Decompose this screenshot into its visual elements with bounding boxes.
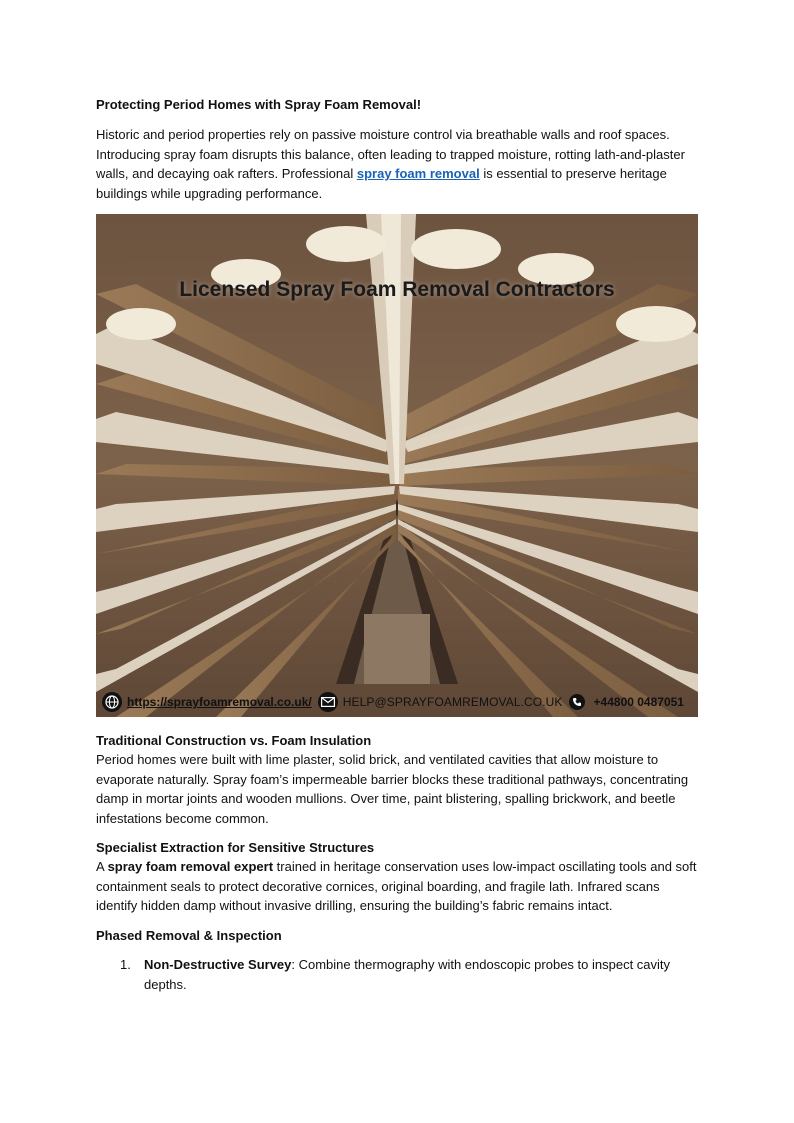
email-address: HELP@SPRAYFOAMREMOVAL.CO.UK bbox=[342, 695, 563, 709]
phone-icon bbox=[569, 694, 585, 710]
globe-icon bbox=[102, 692, 122, 712]
spray-foam-removal-link[interactable]: spray foam removal bbox=[356, 166, 480, 181]
intro-paragraph bbox=[96, 125, 698, 203]
attic-rafters-image bbox=[96, 214, 698, 717]
mail-icon bbox=[318, 692, 338, 712]
image-overlay-title: Licensed Spray Foam Removal Contractors bbox=[179, 278, 615, 301]
list-item-text: : Combine thermography with endoscopic probes to inspect cavity depths. bbox=[144, 957, 671, 992]
section-heading-traditional: Traditional Construction vs. Foam Insulation bbox=[96, 733, 372, 748]
specialist-bold-phrase: spray foam removal expert bbox=[107, 859, 274, 874]
specialist-rest: trained in heritage conservation uses low-impact oscillating tools and soft containment seals to protect decorative cornices, original boarding, and fragile lath. Infrared scans identify hidden damp without invasive drilling, ensuring the building’s fabric remains intact. bbox=[96, 859, 697, 913]
website-url[interactable]: https://sprayfoamremoval.co.uk/ bbox=[127, 695, 312, 709]
page-title: Protecting Period Homes with Spray Foam Removal! bbox=[96, 97, 422, 112]
section-body-traditional: Period homes were built with lime plaster, solid brick, and ventilated cavities that allow moisture to evaporate naturally. Spray foam’s impermeable barrier blocks these traditional pathways, concentrating damp in mortar joints and wooden mullions. Over time, paint blistering, spalling brickwork, and beetle infestations become common. bbox=[96, 752, 689, 826]
phased-steps-list bbox=[96, 955, 698, 994]
section-heading-specialist: Specialist Extraction for Sensitive Structures bbox=[96, 840, 375, 855]
section-heading-phased: Phased Removal & Inspection bbox=[96, 928, 282, 943]
intro-text-before: Historic and period properties rely on passive moisture control via breathable walls and roof spaces. Introducing spray foam disrupts this balance, often leading to trapped moisture, rotting lath-and-plaster walls, and decaying oak rafters. Professional bbox=[96, 127, 685, 181]
phone-number: +44800 0487051 bbox=[593, 695, 684, 709]
section-specialist bbox=[96, 838, 698, 916]
list-item-bold: Non-Destructive Survey bbox=[144, 957, 292, 972]
section-traditional bbox=[96, 731, 698, 828]
specialist-prefix: A bbox=[96, 859, 108, 874]
section-body-specialist bbox=[96, 857, 698, 916]
intro-text-after: is essential to preserve heritage buildings while upgrading performance. bbox=[96, 166, 667, 201]
list-item bbox=[96, 955, 698, 994]
contact-bar bbox=[96, 687, 698, 717]
list-item-number: 1. bbox=[120, 957, 131, 972]
